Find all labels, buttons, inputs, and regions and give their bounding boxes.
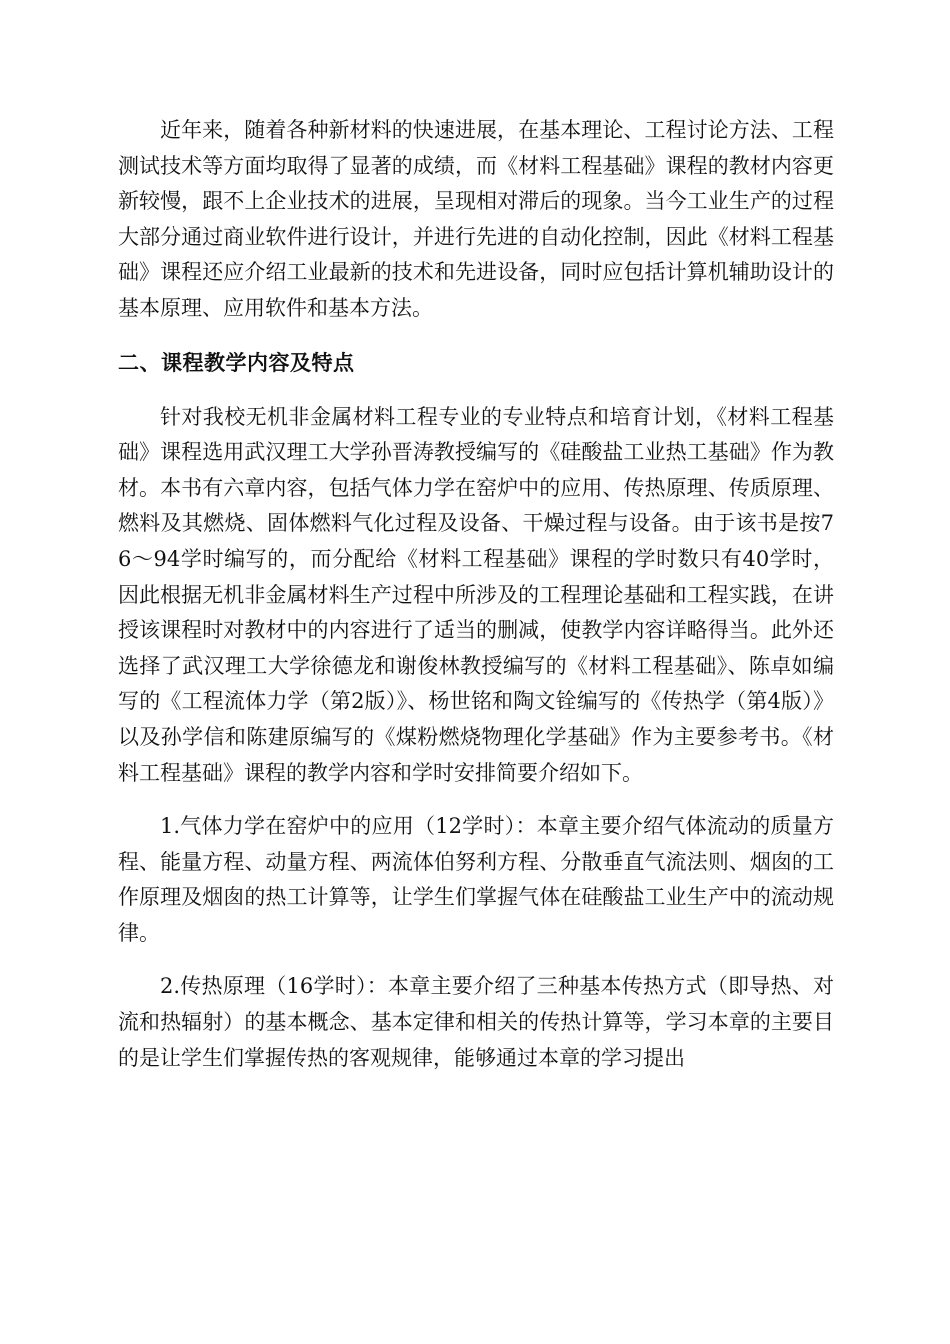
- intro-paragraph: 近年来，随着各种新材料的快速进展，在基本理论、工程讨论方法、工程测试技术等方面均取得了显著的成绩，而《材料工程基础》课程的教材内容更新较慢，跟不上企业技术的进展，呈现相对滞后的现象。当今工业生产的过程大部分通过商业软件进行设计，并进行先进的自动化控制，因此《材料工程基础》课程还应介绍工业最新的技术和先进设备，同时应包括计算机辅助设计的基本原理、应用软件和基本方法。: [118, 118, 834, 320]
- textbook-paragraph: 针对我校无机非金属材料工程专业的专业特点和培育计划，《材料工程基础》课程选用武汉理工大学孙晋涛教授编写的《硅酸盐工业热工基础》作为教材。本书有六章内容，包括气体力学在窑炉中的应用、传热原理、传质原理、燃料及其燃烧、固体燃料气化过程及设备、干燥过程与设备。由于该书是按76～94学时编写的，而分配给《材料工程基础》课程的学时数只有40学时，因此根据无机非金属材料生产过程中所涉及的工程理论基础和工程实践，在讲授该课程时对教材中的内容进行了适当的删减，使教学内容详略得当。此外还选择了武汉理工大学徐德龙和谢俊林教授编写的《材料工程基础》、陈卓如编写的《工程流体力学（第2版）》、杨世铭和陶文铨编写的《传热学（第4版）》以及孙学信和陈建原编写的《煤粉燃烧物理化学基础》作为主要参考书。《材料工程基础》课程的教学内容和学时安排简要介绍如下。: [118, 404, 834, 785]
- document-body: [118, 113, 834, 1094]
- section-heading: 二、课程教学内容及特点: [118, 350, 355, 375]
- chapter-2-paragraph: 2.传热原理（16学时）：本章主要介绍了三种基本传热方式（即导热、对流和热辐射）的基本概念、基本定律和相关的传热计算等，学习本章的主要目的是让学生们掌握传热的客观规律，能够通过本章的学习提出: [118, 974, 834, 1070]
- chapter-1-paragraph: 1.气体力学在窑炉中的应用（12学时）：本章主要介绍气体流动的质量方程、能量方程、动量方程、两流体伯努利方程、分散垂直气流法则、烟囱的工作原理及烟囱的热工计算等，让学生们掌握气体在硅酸盐工业生产中的流动规律。: [118, 814, 834, 945]
